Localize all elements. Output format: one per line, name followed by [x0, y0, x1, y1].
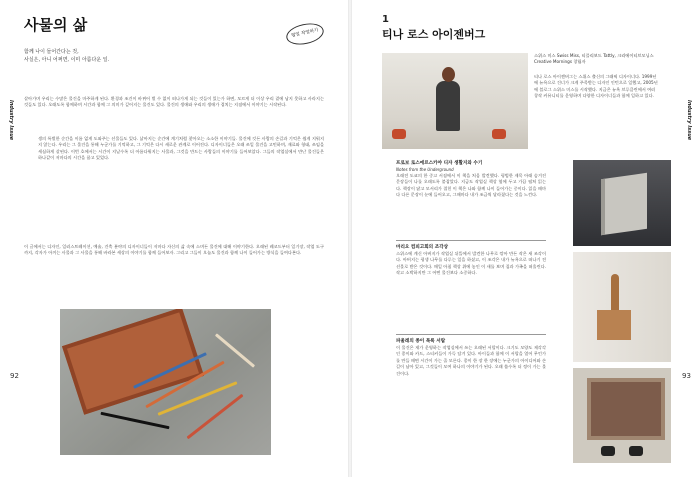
qa-body: 이 물건은 제가 운영하는 작업실에서 쓰는 오래된 서랍이다. 크기도 모양도 제각각인 종이와 카드, 스티커들이 가득 담겨 있다. 아이들과 함께 이 서랍을 열어 무언가를 만들 때면 시간이 가는 줄 모른다. 종이 한 장 한 장에는 누군가의 아이디어와 손길이 남아 있고, 그것들이 모여 하나의 이야기가 된다. 오래 쓸수록 더 정이 가는 물건이다.: [396, 345, 546, 376]
sculpture-photo: [573, 252, 671, 362]
designer-credits: 스위스 미스 Swiss Miss, 티플리보드 Tattly, 크리에이티브모닝스 Creative Mornings 창립자: [534, 53, 654, 65]
divider: [396, 334, 546, 335]
qa-item: [396, 160, 546, 245]
left-page-number: 92: [10, 372, 19, 380]
book-icon: [601, 173, 647, 235]
collab-stamp: 협업 작업하기: [284, 20, 325, 47]
qa-body: 스위스에 계신 아버지가 작업실 뒤뜰에서 발견한 나무로 깎아 만든 작은 새 조각이다. 아버지는 평생 나무를 다루는 일을 하셨고, 이 조각은 내가 뉴욕으로 떠나기 전 선물로 받은 것이다. 매일 아침 책상 위에 놓인 이 새를 보며 집과 가족을 떠올린다. 작고 소박하지만 그 어떤 물건보다 소중하다.: [396, 251, 546, 276]
body-paragraph: 생의 특별한 순간을 이름 없게 도와주는 선물들도 있다. 낡아지는 순간에 계기처럼 찾아오는 소소한 이야기들. 물건에 깃든 사람의 손길과 기억은 쉽게 지워지지 않는다. 우리는 그 물건을 통해 누군가를 기억하고, 그 기억은 다시 새로운 관계로 이어진다. 디자이너들은 오래 쓰일 물건을 고민하며, 재료와 형태, 쓰임을 세심하게 살핀다. 이번 호에서는 시간이 지날수록 더 아름다워지는 사물과, 그것을 만드는 사람들의 이야기를 들어보았다. 그들의 작업실에서 만난 물건들은 하나같이 저마다의 시간을 품고 있었다.: [38, 136, 324, 161]
office-photo: [382, 53, 528, 149]
chair-icon: [492, 129, 506, 139]
chair-icon: [392, 129, 406, 139]
qa-item: [396, 338, 546, 435]
left-page-subtitle: 함께 나이 들어간다는 것, 사실은, 아니 어쩌면, 이미 아름다운 일.: [24, 49, 110, 63]
bird-sculpture-icon: [611, 274, 619, 312]
intro-paragraph: 살아가며 우리는 수많은 물건을 마주하게 된다. 환경과 조건이 바뀌어 별 수 없이 떠나가게 되는 것들이 있는가 하면, 모르게 더 이상 우리 곁에 남지 못하고 사라지는 것들도 있다. 오래도록 함께하며 시간과 함께 그 의미가 깊어지는 물건도 있다. 물건의 생애와 우리의 생애가 겹치는 지점에서 이야기는 시작된다.: [24, 96, 324, 108]
closing-paragraph: 이 글에서는 디자인, 일러스트레이션, 예술, 건축 분야의 디자이너들이 저마다 자신의 삶 속에 스며든 물건에 대해 이야기한다. 오래된 레코드부터 일기장, 작업 도구까지, 각자가 아끼는 사물과 그 사물을 통해 바라본 세상의 이야기를 함께 들어보자. 그리고 그들이 오늘도 물건과 함께 나이 들어가는 방식을 들여다본다.: [24, 244, 324, 256]
designer-bio: 티나 로스 아이젠버그는 스위스 출신의 그래픽 디자이너다. 1999년에 뉴욕으로 건너가 크게 주목받는 디자인 인턴으로 일했고, 2005년에 블로그 스위스 미스를 시작했다. 지금은 뉴욕 브루클린에서 여러 창작 커뮤니티를 운영하며 다양한 디자이너들과 함께 일하고 있다.: [534, 74, 658, 99]
drawer-icon: [587, 378, 665, 440]
wood-base-icon: [597, 310, 631, 340]
right-page-title: 티나 로스 아이젠버그: [382, 28, 486, 41]
qa-heading: 프로보 로스에르스카야 디자 생활지와 수기: [396, 161, 483, 166]
shoe-icon: [629, 446, 643, 456]
qa-subheading: Notes from the Underground: [396, 167, 454, 172]
left-vertical-label: Industry Issue: [8, 100, 14, 141]
qa-heading: 마리오 컴피고회의 조각상: [396, 245, 449, 250]
right-page-number: 93: [682, 372, 691, 380]
pencil-box-photo: [60, 309, 271, 455]
divider: [396, 240, 546, 241]
qa-body: 오래전 도쿄의 한 중고 서점에서 이 책을 처음 발견했다. 평범한 제목 아래 숨겨진 문장들이 나를 오래도록 붙잡았다. 지금도 작업실 책상 옆에 두고 가끔 펼쳐 읽는다. 책장이 닳고 모서리가 접힌 이 책은 나와 함께 나이 들어가는 중이다. 읽을 때마다 다른 문장이 눈에 들어오고, 그때마다 내가 조금씩 달라졌다는 것을 느낀다.: [396, 173, 546, 198]
page-gutter: [348, 0, 352, 477]
left-page-title: 사물의 삶: [24, 16, 88, 34]
drawer-photo: [573, 368, 671, 463]
qa-item: [396, 244, 546, 329]
qa-heading: 파울레의 종이 목록 서랍: [396, 339, 446, 344]
shoe-icon: [601, 446, 615, 456]
book-photo: [573, 160, 671, 246]
profile-number: 1: [382, 14, 389, 25]
person-icon: [436, 81, 460, 131]
right-vertical-label: Industry Issue: [686, 100, 692, 141]
